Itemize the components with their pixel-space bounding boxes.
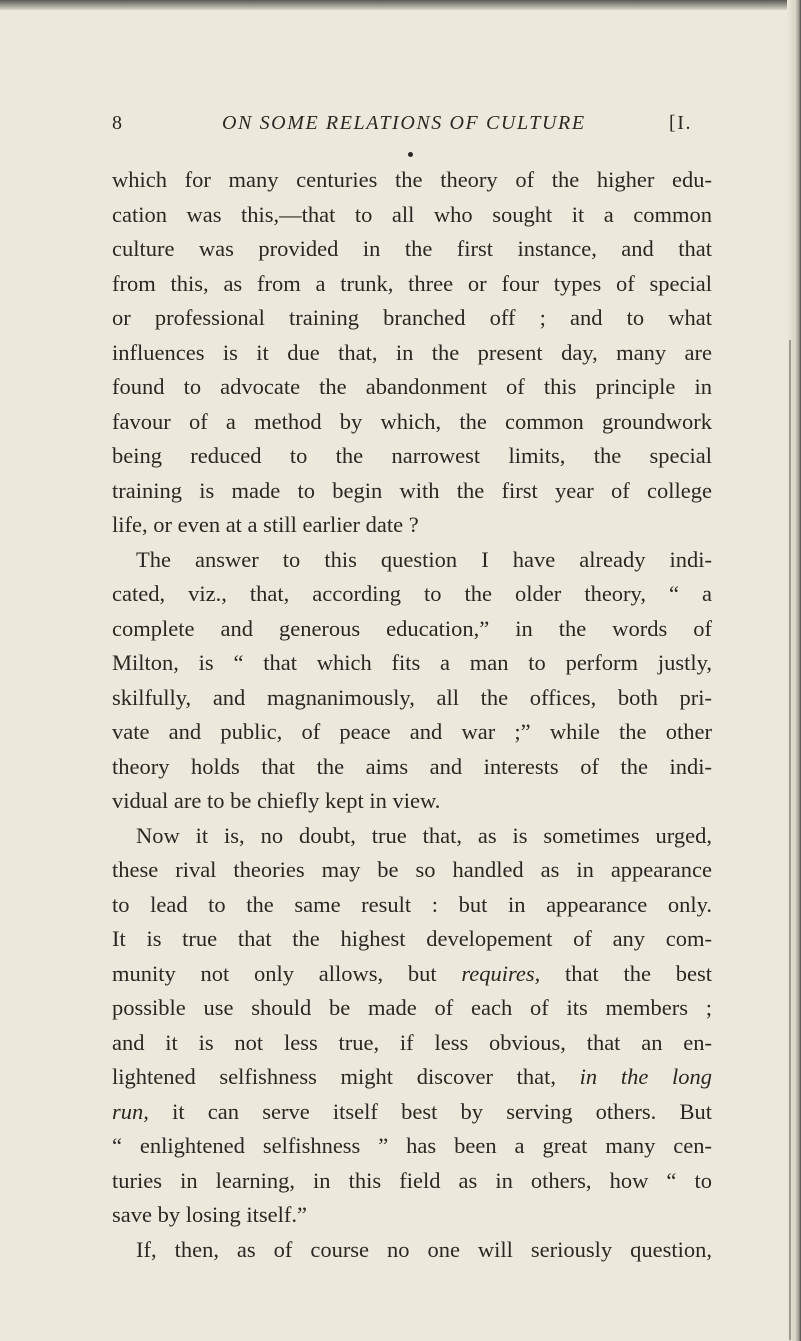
text-line: or professional training branched off ; and to what xyxy=(112,305,712,330)
text-line: vate and public, of peace and war ;” while the other xyxy=(112,719,712,744)
page-shadow xyxy=(789,340,791,1340)
text-line: culture was provided in the first instance, and that xyxy=(112,236,712,261)
text-line: turies in learning, in this field as in others, how “ to xyxy=(112,1167,712,1193)
line-segment: lightened selfishness might discover that, xyxy=(112,1064,556,1089)
page-top-edge xyxy=(0,0,801,10)
text-line: cation was this,—that to all who sought it a common xyxy=(112,201,712,227)
text-line: Milton, is “ that which fits a man to perform justly, xyxy=(112,650,712,675)
text-line: being reduced to the narrowest limits, the special xyxy=(112,443,712,468)
italic-in-the-long: in the long xyxy=(579,1064,713,1089)
text-line: “ enlightened selfishness ” has been a great many cen- xyxy=(112,1133,712,1158)
text-line: complete and generous education,” in the words of xyxy=(112,615,712,641)
text-line: cated, viz., that, according to the older theory, “ a xyxy=(112,581,712,606)
text-line: and it is not less true, if less obvious, that an en- xyxy=(112,1029,712,1055)
text-line: life, or even at a still earlier date ? xyxy=(112,512,419,537)
line-segment: that the best xyxy=(565,960,712,986)
text-line: training is made to begin with the first year of college xyxy=(112,477,712,503)
running-title: ON SOME RELATIONS OF CULTURE xyxy=(222,112,586,134)
italic-requires: requires, xyxy=(461,960,541,986)
italic-run: run, xyxy=(112,1098,149,1124)
body-text xyxy=(112,163,712,1267)
text-line: found to advocate the abandonment of this principle in xyxy=(112,374,712,399)
text-line xyxy=(112,1095,712,1130)
text-line: save by losing itself.” xyxy=(112,1202,307,1227)
text-line: influences is it due that, in the present day, many are xyxy=(112,339,712,365)
text-line: these rival theories may be so handled as in appearance xyxy=(112,857,712,882)
printer-dot xyxy=(408,152,413,157)
page-number: 8 xyxy=(112,112,124,134)
text-line xyxy=(112,957,712,992)
text-line: possible use should be made of each of its members ; xyxy=(112,995,712,1020)
text-line: vidual are to be chiefly kept in view. xyxy=(112,788,441,813)
line-segment: munity not only allows, but xyxy=(112,960,437,986)
running-header xyxy=(112,112,712,142)
text-line: theory holds that the aims and interests of the indi- xyxy=(112,753,712,779)
section-mark: [I. xyxy=(669,112,693,134)
line-segment: it can serve itself best by serving others. But xyxy=(172,1098,712,1124)
text-line: which for many centuries the theory of the higher edu- xyxy=(112,167,712,192)
text-line: to lead to the same result : but in appearance only. xyxy=(112,891,712,917)
text-line: It is true that the highest developement of any com- xyxy=(112,926,712,951)
paragraph-start: The answer to this question I have already indi- xyxy=(136,546,712,572)
paragraph-start: Now it is, no doubt, true that, as is sometimes urged, xyxy=(136,822,712,848)
paragraph-start: If, then, as of course no one will seriously question, xyxy=(136,1236,712,1262)
text-line: favour of a method by which, the common groundwork xyxy=(112,408,712,434)
text-line xyxy=(112,1060,712,1095)
text-line: from this, as from a trunk, three or four types of special xyxy=(112,270,712,296)
text-line: skilfully, and magnanimously, all the offices, both pri- xyxy=(112,684,712,710)
